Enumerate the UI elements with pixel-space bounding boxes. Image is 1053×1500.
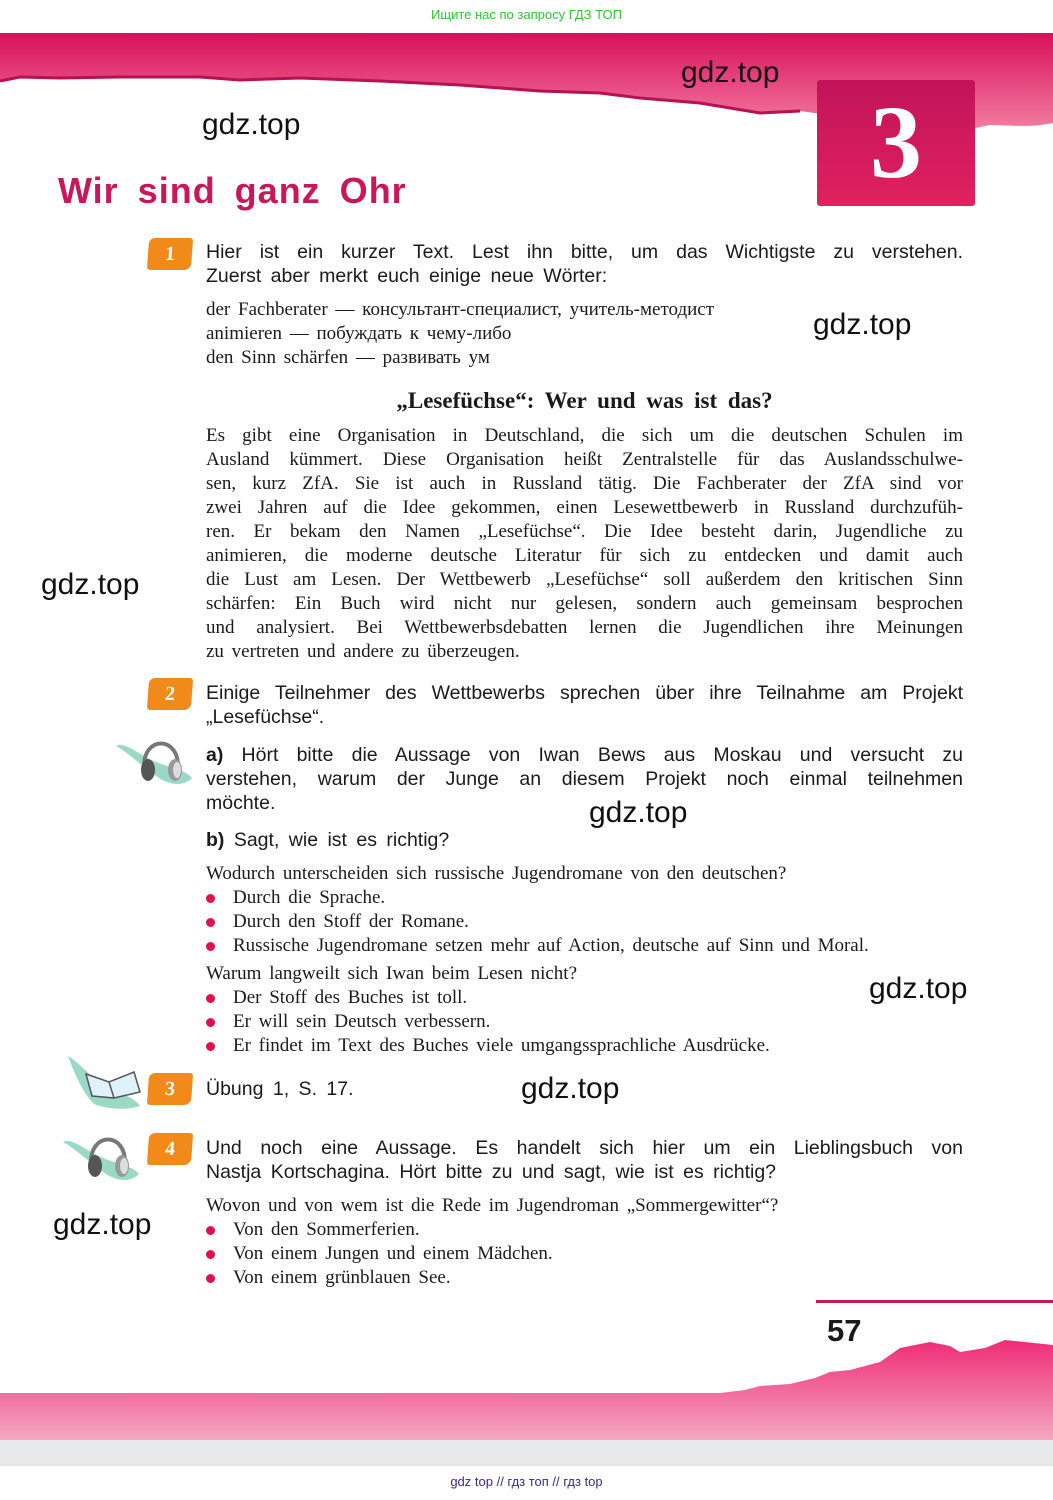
option-item: Von einem Jungen und einem Mädchen. xyxy=(206,1242,963,1266)
text-line: animieren — побуждать к чему-либо xyxy=(206,323,512,344)
exercise-number-badge: 2 xyxy=(147,678,193,710)
watermark: gdz.top xyxy=(41,568,140,601)
text-heading: „Lesefüchse“: Wer und was ist das? xyxy=(396,388,773,413)
option-item: Von einem grünblauen See. xyxy=(206,1266,963,1290)
question-text: Warum langweilt sich Iwan beim Lesen nicht? xyxy=(206,963,578,984)
watermark: gdz.top xyxy=(589,796,688,829)
text-line: Einige Teilnehmer des Wettbewerbs sprechen über ihre Teilnahme am Projekt xyxy=(206,682,963,704)
task-a xyxy=(206,743,963,815)
question-3-options xyxy=(206,1218,963,1290)
text-line: die Lust am Lesen. Der Wettbewerb „Lesefüchse“ soll außerdem den kritischen Sinn xyxy=(206,569,963,590)
text-line: und analysiert. Bei Wettbewerbsdebatten lernen die Jugendlichen ihre Meinungen xyxy=(206,617,963,638)
text-line: zwei Jahren auf die Idee gekommen, einen Lesewettbewerb in Russland durchzufüh- xyxy=(206,497,963,518)
search-hint: Ищите нас по запросу ГДЗ ТОП xyxy=(431,7,622,22)
question-2 xyxy=(206,962,963,986)
reading-text xyxy=(206,424,963,664)
task-b-label: b) xyxy=(206,829,225,851)
question-3 xyxy=(206,1194,963,1218)
exercise-number-badge: 1 xyxy=(147,238,193,270)
text-line: der Fachberater — консультант-специалист, учитель-методист xyxy=(206,299,715,320)
book-icon xyxy=(64,1052,144,1112)
watermark: gdz.top xyxy=(202,108,301,141)
text-line: Zuerst aber merkt euch einige neue Wörter: xyxy=(206,265,608,287)
chapter-number-box: 3 xyxy=(817,80,975,206)
headphones-icon xyxy=(114,728,194,790)
option-item: Von den Sommerferien. xyxy=(206,1218,963,1242)
option-item: Er will sein Deutsch verbessern. xyxy=(206,1010,963,1034)
task-b-text: Sagt, wie ist es richtig? xyxy=(233,829,450,851)
text-line: Es gibt eine Organisation in Deutschland, die sich um die deutschen Schulen im xyxy=(206,425,963,446)
option-item: Er findet im Text des Buches viele umgangssprachliche Ausdrücke. xyxy=(206,1034,963,1058)
question-text: Wovon und von wem ist die Rede im Jugendroman „Sommergewitter“? xyxy=(206,1195,779,1216)
text-line: sen, kurz ZfA. Sie ist auch in Russland tätig. Die Fachberater der ZfA sind vor xyxy=(206,473,963,494)
option-item: Der Stoff des Buches ist toll. xyxy=(206,986,963,1010)
question-2-options xyxy=(206,986,963,1058)
text-line: zu vertreten und andere zu überzeugen. xyxy=(206,641,520,662)
text-line: animieren, die moderne deutsche Literatur für sich zu entdecken und damit auch xyxy=(206,545,963,566)
watermark: gdz.top xyxy=(681,56,780,89)
text-line: Und noch eine Aussage. Es handelt sich hier um ein Lieblingsbuch von xyxy=(206,1137,963,1159)
exercise-1-instruction xyxy=(206,240,963,288)
text-line: Ausland kümmert. Diese Organisation heißt Zentralstelle für das Auslandsschulwe- xyxy=(206,449,963,470)
watermark: gdz.top xyxy=(521,1072,620,1105)
task-a-line: verstehen, warum der Junge an diesem Projekt noch einmal teilnehmen xyxy=(206,768,963,790)
text-line: Hier ist ein kurzer Text. Lest ihn bitte, um das Wichtigste zu verstehen. xyxy=(206,241,963,263)
text-line: ren. Er bekam den Namen „Lesefüchse“. Die Idee besteht darin, Jugendliche zu xyxy=(206,521,963,542)
question-1-options xyxy=(206,886,963,958)
question-1 xyxy=(206,862,963,886)
question-text: Wodurch unterscheiden sich russische Jugendromane von den deutschen? xyxy=(206,863,787,884)
watermark: gdz.top xyxy=(869,972,968,1005)
text-line: Nastja Kortschagina. Hört bitte zu und sagt, wie ist es richtig? xyxy=(206,1161,777,1183)
exercise-reference: Übung 1, S. 17. xyxy=(206,1078,354,1100)
text-line: den Sinn schärfen — развивать ум xyxy=(206,347,490,368)
text-line: „Lesefüchse“. xyxy=(206,706,325,728)
footer-band xyxy=(0,1340,1053,1440)
option-item: Durch die Sprache. xyxy=(206,886,963,910)
option-item: Russische Jugendromane setzen mehr auf Action, deutsche auf Sinn und Moral. xyxy=(206,934,963,958)
text-line: schärfen: Ein Buch wird nicht nur gelesen, sondern auch gemeinsam besprochen xyxy=(206,593,963,614)
headphones-icon xyxy=(60,1124,142,1186)
page-number-rule xyxy=(816,1300,1053,1303)
footer-links: gdz top // гдз топ // гдз top xyxy=(450,1474,603,1489)
page-number: 57 xyxy=(827,1313,862,1348)
task-a-label: a) xyxy=(206,744,224,766)
task-b xyxy=(206,828,963,852)
footer-strip xyxy=(0,1440,1053,1466)
task-a-line: möchte. xyxy=(206,792,276,814)
exercise-number-badge: 4 xyxy=(147,1133,193,1165)
watermark: gdz.top xyxy=(53,1208,152,1241)
chapter-title: Wir sind ganz Ohr xyxy=(58,170,407,211)
exercise-number-badge: 3 xyxy=(147,1073,193,1105)
exercise-2-instruction xyxy=(206,681,963,729)
exercise-3-text xyxy=(206,1077,963,1101)
option-item: Durch den Stoff der Romane. xyxy=(206,910,963,934)
task-a-line: Hört bitte die Aussage von Iwan Bews aus Moskau und versucht zu xyxy=(241,744,963,766)
exercise-4-instruction xyxy=(206,1136,963,1184)
vocabulary-list xyxy=(206,298,963,370)
watermark: gdz.top xyxy=(813,308,912,341)
